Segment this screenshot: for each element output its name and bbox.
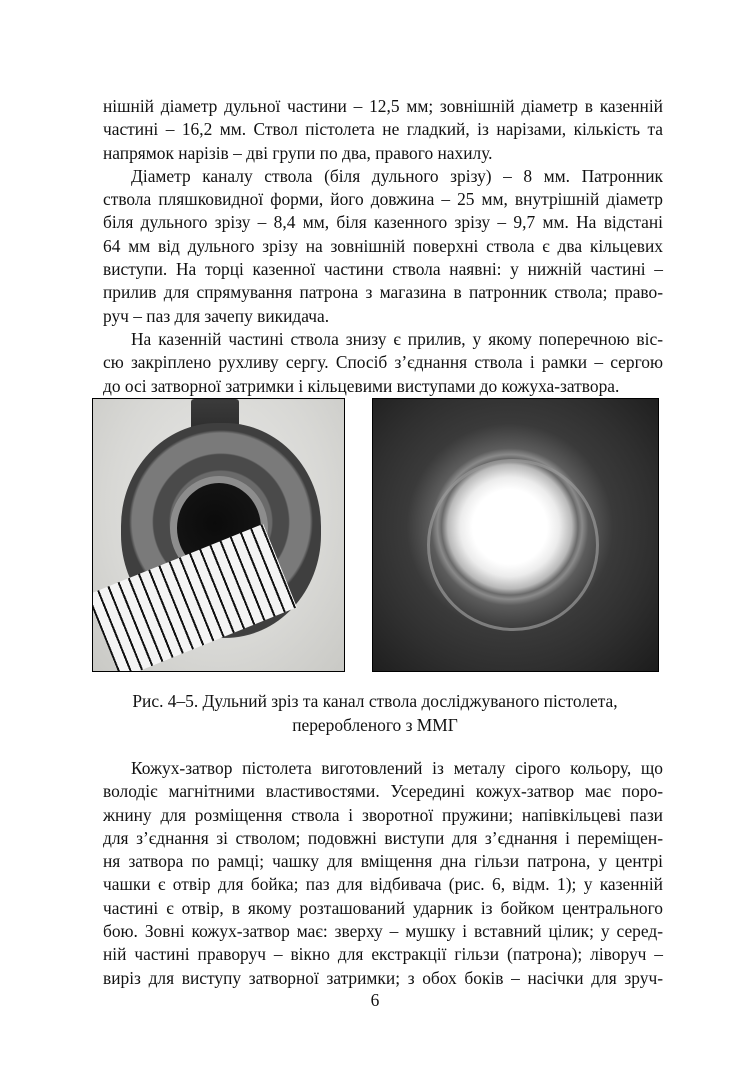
text-line: чашки є отвір для бойка; паз для відбивача (рис. 6, відм. 1); у казенній: [103, 874, 663, 895]
text-line: жнину для розміщення ствола і зворотної пружини; напівкільцеві пази: [103, 804, 663, 825]
text-line: руч – паз для зачепу викидача.: [103, 305, 330, 326]
text-line: 64 мм від дульного зрізу на зовнішній поверхні ствола є два кільцевих: [103, 235, 663, 256]
text-line: сю закріплено рухливу сергу. Спосіб з’єднання ствола і рамки – сергою: [103, 352, 663, 373]
text-line: Діаметр каналу ствола (біля дульного зрізу) – 8 мм. Патронник: [131, 165, 663, 186]
figure-4-muzzle-photo: [92, 398, 345, 672]
text-line: ня затвора по рамці; чашку для вміщення дна гільзи патрона, у центрі: [103, 851, 663, 872]
text-line: нішній діаметр дульної частини – 12,5 мм; зовнішній діаметр в казенній: [103, 96, 663, 116]
bore-edge-ring: [427, 459, 599, 631]
text-line: виступи. На торці казенної частини ствола наявні: у нижній частині –: [103, 259, 663, 280]
text-line: для з’єднання зі стволом; подовжні виступи для з’єднання і переміщен-: [103, 827, 663, 848]
page-number: 6: [370, 990, 380, 1010]
text-line: частині – 16,2 мм. Ствол пістолета не гладкий, із нарізами, кількість та: [103, 119, 663, 140]
paragraph-barrel-description: [103, 95, 663, 398]
text-line: Кожух-затвор пістолета виготовлений із металу сірого кольору, що: [131, 758, 663, 778]
caption-line: Рис. 4–5. Дульний зріз та канал ствола досліджуваного пістолета,: [132, 691, 618, 711]
caption-line: переробленого з ММГ: [292, 714, 458, 735]
text-line: бою. Зовні кожух-затвор має: зверху – мушку і вставний цілик; у серед-: [103, 921, 663, 942]
text-line: напрямок нарізів – дві групи по два, правого нахилу.: [103, 142, 493, 163]
text-line: ствола пляшковидної форми, його довжина – 25 мм, внутрішній діаметр: [103, 189, 663, 210]
text-line: біля дульного зрізу – 8,4 мм, біля казенного зрізу – 9,7 мм. На відстані: [103, 212, 663, 233]
text-line: володіє магнітними властивостями. Усередині кожух-затвор має поро-: [103, 781, 663, 802]
figure-5-bore-photo: [372, 398, 659, 672]
figure-caption: [95, 690, 655, 737]
text-line: виріз для виступу затворної затримки; з обох боків – насічки для зруч-: [103, 967, 663, 988]
paragraph-slide-description: [103, 757, 663, 990]
text-line: ній частині праворуч – вікно для екстракції гільзи (патрона); ліворуч –: [103, 944, 663, 965]
text-line: до осі затворної затримки і кільцевими виступами до кожуха-затвора.: [103, 375, 620, 396]
text-line: частині є отвір, в якому розташований ударник із бойком центрального: [103, 897, 663, 918]
text-line: прилив для спрямування патрона з магазина в патронник ствола; право-: [103, 282, 663, 303]
text-line: На казенній частині ствола знизу є прилив, у якому поперечною віс-: [131, 328, 663, 349]
